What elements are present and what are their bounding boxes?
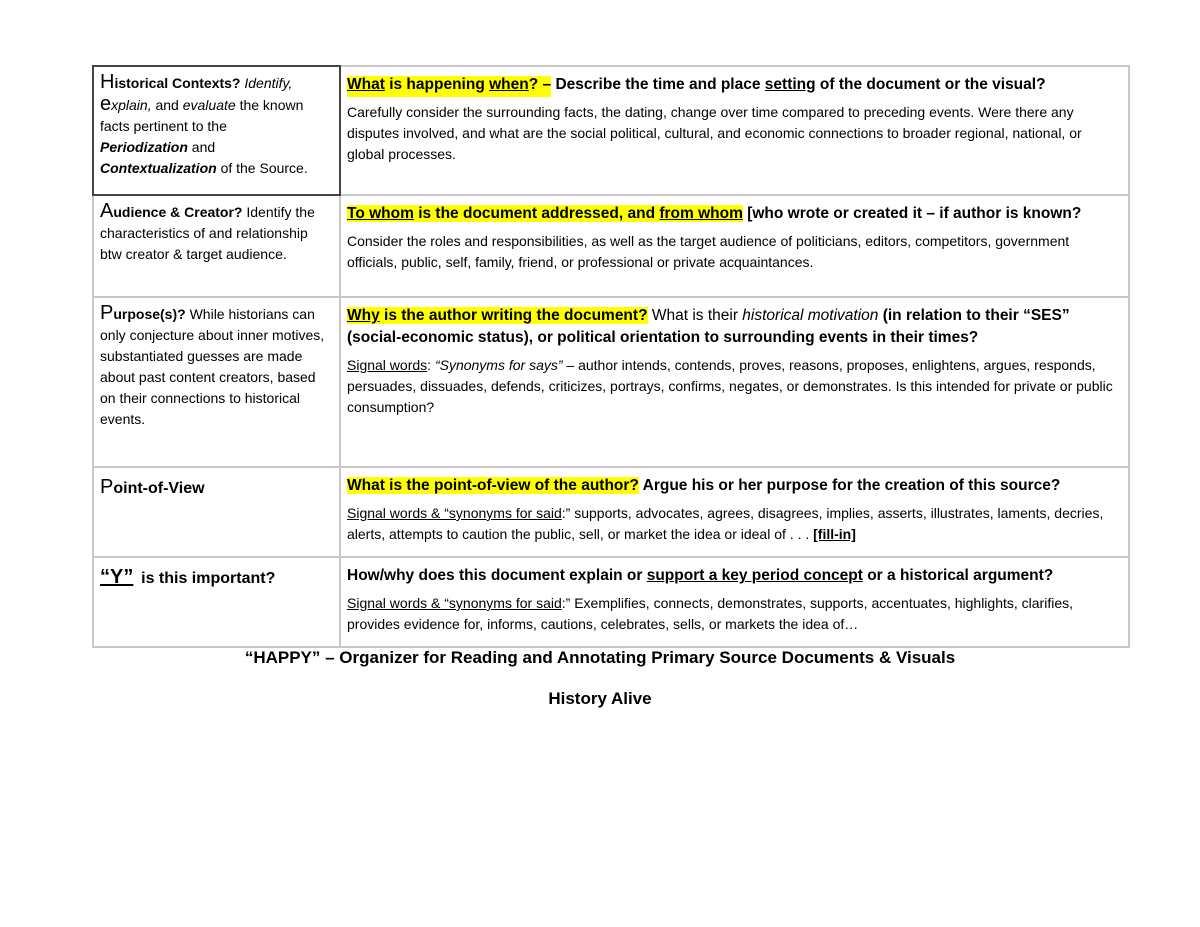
- big-letter: P: [100, 302, 114, 324]
- q-part: What is their: [651, 307, 738, 324]
- big-letter: “Y”: [100, 566, 134, 588]
- q-part: setting: [764, 76, 816, 93]
- question: [347, 305, 1122, 349]
- document-title: “HAPPY” – Organizer for Reading and Annotating Primary Source Documents & Visuals: [244, 648, 956, 667]
- q-part: when: [489, 76, 529, 93]
- text: :” Exemplifies, connects, demonstrates, supports, accentuates, highlights, clarifies, provides evidence for, informs, cautions, celebrates, sells, or markets the idea of…: [347, 595, 1074, 632]
- document-subtitle: History Alive: [548, 689, 652, 708]
- q-part: What: [347, 76, 385, 93]
- italic-bold-text: Contextualization: [100, 160, 217, 176]
- question: [347, 475, 1122, 497]
- row-heading: urpose(s)?: [113, 306, 186, 322]
- italic-text: Identify,: [244, 75, 293, 91]
- q-part: support a key period concept: [646, 567, 863, 584]
- table-row-audience: [93, 195, 1129, 297]
- q-part: Describe the time and place: [555, 76, 761, 93]
- signal-label: Signal words & “synonyms for said: [347, 505, 562, 521]
- audience-question-cell: [340, 195, 1129, 297]
- detail-text: Carefully consider the surrounding facts, the dating, change over time compared to preceding events. Were there any disputes involved, and what are the social political, cultural, and economic connections to broader regional, national, or global processes.: [347, 104, 1082, 162]
- q-part: What is the point-of-view of the author?: [347, 477, 639, 494]
- y-question-cell: [340, 557, 1129, 647]
- detail-text: [347, 503, 1122, 545]
- row-heading: oint-of-View: [113, 480, 205, 497]
- italic-bold-text: Periodization: [100, 139, 188, 155]
- italic-text: “Synonyms for says”: [434, 357, 563, 373]
- purpose-label-cell: [93, 297, 340, 467]
- q-part: from whom: [659, 205, 743, 222]
- happy-organizer-table: [92, 65, 1130, 648]
- text: Identify the characteristics of and relationship btw creator & target audience.: [100, 204, 315, 262]
- q-part: historical motivation: [742, 307, 879, 324]
- big-letter-e: e: [100, 93, 112, 115]
- pov-label-cell: [93, 467, 340, 557]
- detail-text: [347, 355, 1122, 418]
- row-heading: is this important?: [141, 570, 276, 587]
- q-part: is the author writing the document?: [384, 307, 648, 324]
- q-part: of the document or the visual?: [819, 76, 1046, 93]
- detail-text: [347, 593, 1122, 635]
- q-part: ? –: [528, 76, 552, 93]
- q-part: How/why does this document explain or: [347, 567, 643, 584]
- purpose-question-cell: [340, 297, 1129, 467]
- q-part: To whom: [347, 205, 414, 222]
- question: [347, 565, 1122, 587]
- q-part: Argue his or her purpose for the creation of this source?: [642, 477, 1061, 494]
- text: While historians can only conjecture about inner motives, substantiated guesses are made about past content creators, based on their connections to historical events.: [100, 306, 325, 427]
- signal-label: Signal words & “synonyms for said: [347, 595, 562, 611]
- q-part: or a historical argument?: [867, 567, 1054, 584]
- text: and: [191, 139, 216, 155]
- text: – author intends, contends, proves, reasons, proposes, enlightens, argues, responds, persuades, dissuades, defends, criticizes, portrays, confirms, negates, or demonstrates. Is this intended for private or public consumption?: [347, 357, 1113, 415]
- table-row-y: [93, 557, 1129, 647]
- audience-label-cell: [93, 195, 340, 297]
- q-part: is the document addressed, and: [418, 205, 656, 222]
- signal-label: Signal words: [347, 357, 428, 373]
- text: the known facts pertinent to the: [100, 97, 304, 134]
- big-letter: A: [100, 200, 114, 222]
- fill-in: [fill-in]: [813, 526, 856, 542]
- row-heading: udience & Creator?: [113, 204, 243, 220]
- question: [347, 203, 1122, 225]
- detail-text: Consider the roles and responsibilities, as well as the target audience of politicians, editors, competitors, government officials, public, self, family, friend, or professional or private acquaintances.: [347, 233, 1070, 270]
- historical-question-cell: [340, 66, 1129, 195]
- italic-text: xplain,: [111, 97, 152, 113]
- row-heading: istorical Contexts?: [114, 75, 241, 91]
- text: :: [427, 357, 432, 373]
- text: of the Source.: [220, 160, 308, 176]
- table-row-pov: [93, 467, 1129, 557]
- q-part: Why: [347, 307, 380, 324]
- big-letter: P: [100, 476, 114, 498]
- q-part: [who wrote or created it – if author is known?: [747, 205, 1082, 222]
- historical-label-cell: [93, 66, 340, 195]
- q-part: (in relation to their “SES” (social-economic status), or political orientation to surrounding events in their times?: [347, 307, 1070, 346]
- y-label-cell: [93, 557, 340, 647]
- question: [347, 74, 1122, 96]
- table-row-purpose: [93, 297, 1129, 467]
- italic-text: evaluate: [182, 97, 236, 113]
- text: and: [155, 97, 179, 113]
- q-part: is happening: [389, 76, 485, 93]
- pov-question-cell: [340, 467, 1129, 557]
- table-row-historical: [93, 66, 1129, 195]
- text: :” supports, advocates, agrees, disagrees, implies, asserts, illustrates, laments, decries, alerts, attempts to caution the public, sell, or market the idea or ideal of . . .: [347, 505, 1104, 542]
- big-letter: H: [100, 71, 115, 93]
